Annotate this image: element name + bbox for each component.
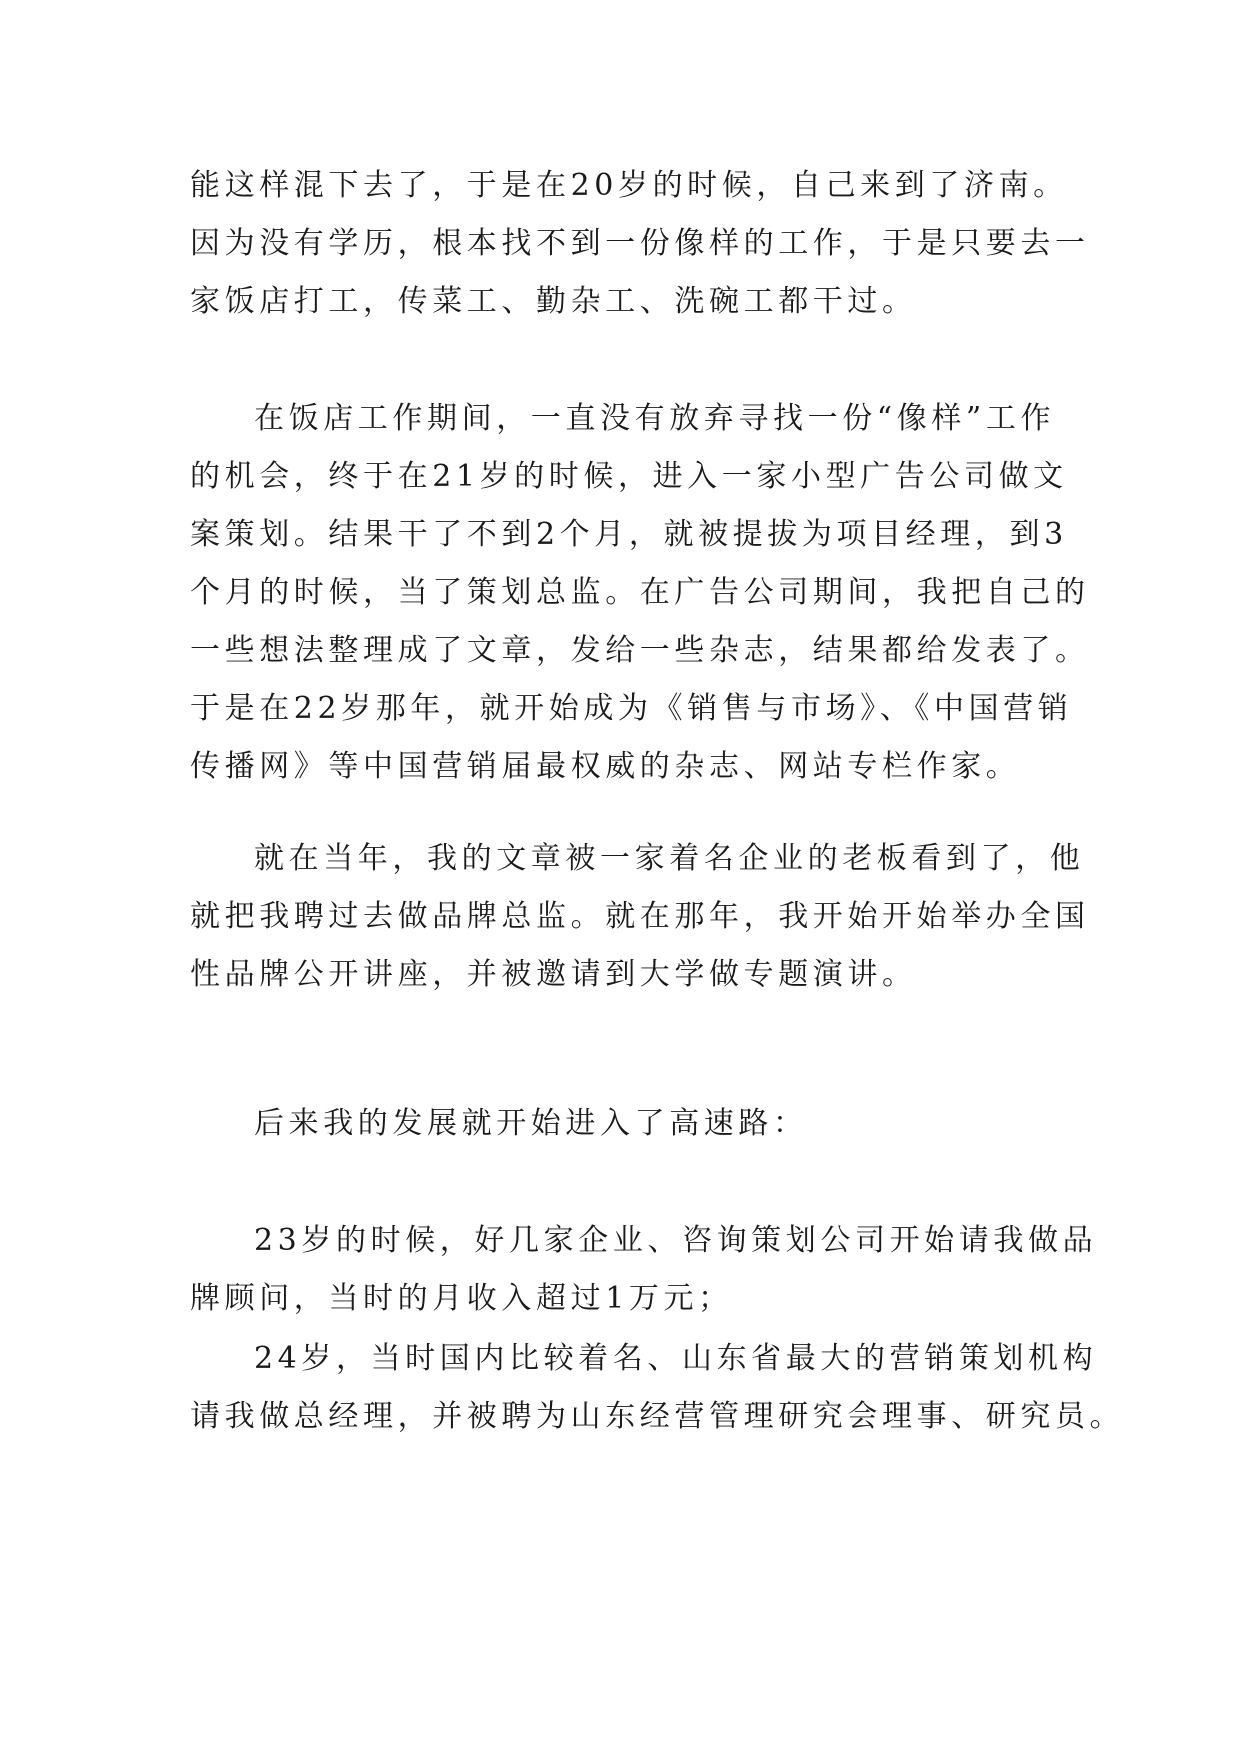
paragraph-2	[190, 390, 1090, 796]
paragraph-6	[190, 1330, 1125, 1446]
paragraph-first-line: 后来我的发展就开始进入了高速路：	[254, 1106, 808, 1141]
paragraph-first-line: 就在当年，我的文章被一家着名企业的老板看到了，他	[254, 841, 1085, 876]
paragraph-1	[190, 157, 1090, 331]
paragraph-line: 能这样混下去了，于是在20岁的时候，自己来到了济南。	[190, 168, 1068, 203]
paragraph-line: 就把我聘过去做品牌总监。就在那年，我开始开始举办全国	[190, 899, 1090, 934]
paragraph-line: 传播网》等中国营销届最权威的杂志、网站专栏作家。	[190, 749, 1021, 784]
paragraph-5	[190, 1212, 1098, 1328]
paragraph-line: 案策划。结果干了不到2个月，就被提拔为项目经理，到3	[190, 517, 1068, 552]
paragraph-3	[190, 830, 1090, 1004]
paragraph-line: 牌顾问，当时的月收入超过1万元；	[190, 1281, 733, 1316]
paragraph-line: 请我做总经理，并被聘为山东经营管理研究会理事、研究员。	[190, 1399, 1125, 1434]
paragraph-line: 因为没有学历，根本找不到一份像样的工作，于是只要去一	[190, 226, 1090, 261]
paragraph-first-line: 在饭店工作期间，一直没有放弃寻找一份“像样”工作	[254, 401, 1056, 436]
paragraph-line: 于是在22岁那年，就开始成为《销售与市场》、《中国营销	[190, 691, 1073, 726]
paragraph-line: 个月的时候，当了策划总监。在广告公司期间，我把自己的	[190, 575, 1090, 610]
paragraph-line: 性品牌公开讲座，并被邀请到大学做专题演讲。	[190, 957, 917, 992]
paragraph-line: 一些想法整理成了文章，发给一些杂志，结果都给发表了。	[190, 633, 1090, 668]
paragraph-line: 的机会，终于在21岁的时候，进入一家小型广告公司做文	[190, 459, 1068, 494]
paragraph-first-line: 24岁，当时国内比较着名、山东省最大的营销策划机构	[254, 1341, 1098, 1376]
paragraph-first-line: 23岁的时候，好几家企业、咨询策划公司开始请我做品	[254, 1223, 1098, 1258]
paragraph-line: 家饭店打工，传菜工、勤杂工、洗碗工都干过。	[190, 284, 917, 319]
paragraph-4	[190, 1095, 1060, 1153]
